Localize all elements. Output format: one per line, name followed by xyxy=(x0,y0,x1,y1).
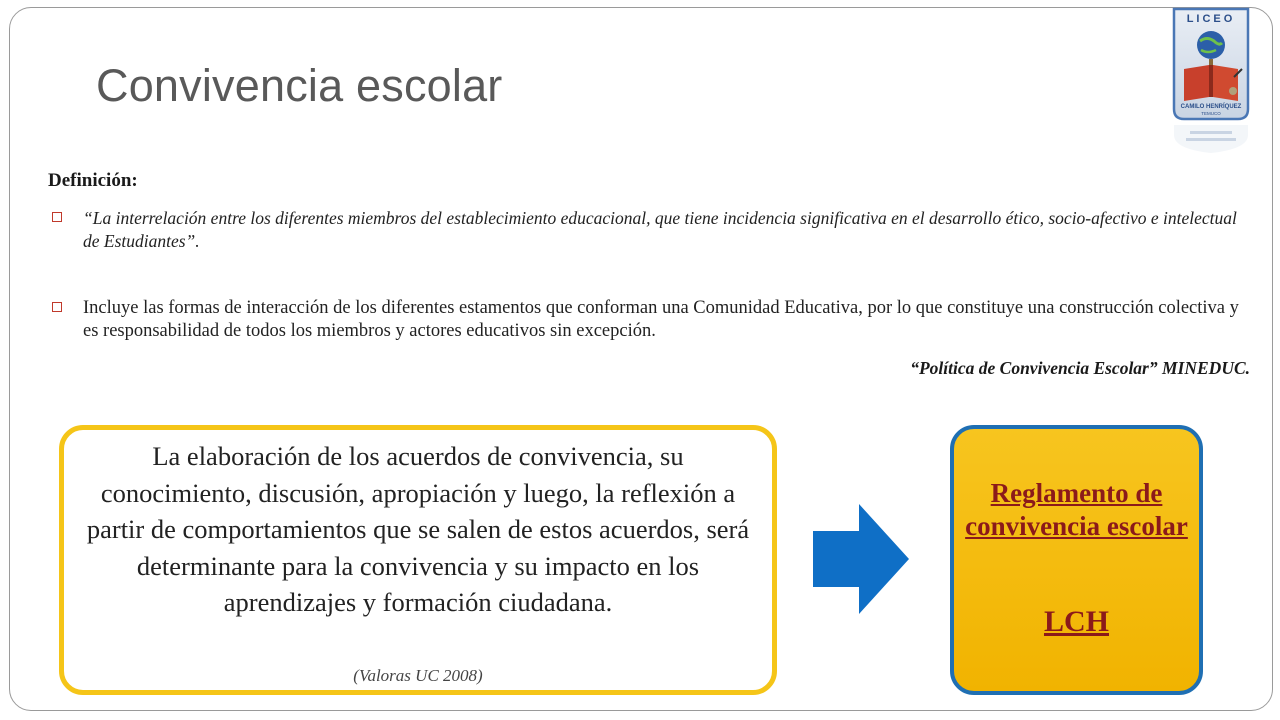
reglamento-box xyxy=(950,425,1203,695)
bullet-text: Incluye las formas de interacción de los diferentes estamentos que conforman una Comunidad Educativa, por lo que constituye una construcción colectiva y es responsabilidad de todos los miembros y actores educativos sin excepción. xyxy=(83,298,1239,341)
logo-city-text: TEMUCO xyxy=(1201,111,1221,116)
school-logo xyxy=(1170,7,1252,155)
bullet-scope xyxy=(52,297,1252,343)
logo-bottom-text: CAMILO HENRÍQUEZ xyxy=(1180,104,1242,110)
right-arrow-icon xyxy=(813,504,909,614)
quote-citation: (Valoras UC 2008) xyxy=(353,666,483,685)
quote-box xyxy=(59,425,777,695)
bullet-definition xyxy=(52,207,1252,253)
square-bullet-icon xyxy=(52,212,62,222)
square-bullet-icon xyxy=(52,302,62,312)
quote-text: La elaboración de los acuerdos de convivencia, su conocimiento, discusión, apropiación y luego, la reflexión a partir de comportamientos que se salen de estos acuerdos, será determinante para la convivencia y su impacto en los aprendizajes y formación ciudadana. xyxy=(86,441,750,617)
definition-heading: Definición: xyxy=(48,170,138,191)
source-citation: “Política de Convivencia Escolar” MINEDUC. xyxy=(910,358,1250,378)
slide-title: Convivencia escolar xyxy=(96,60,503,111)
bullet-text: “La interrelación entre los diferentes miembros del establecimiento educacional, que tiene incidencia significativa en el desarrollo ético, socio-afectivo e intelectual de Estudiantes”. xyxy=(83,208,1237,251)
reglamento-title: Reglamento de convivencia escolar xyxy=(965,478,1188,541)
reglamento-subtitle: LCH xyxy=(1043,605,1109,638)
logo-top-text: LICEO xyxy=(1186,13,1236,25)
